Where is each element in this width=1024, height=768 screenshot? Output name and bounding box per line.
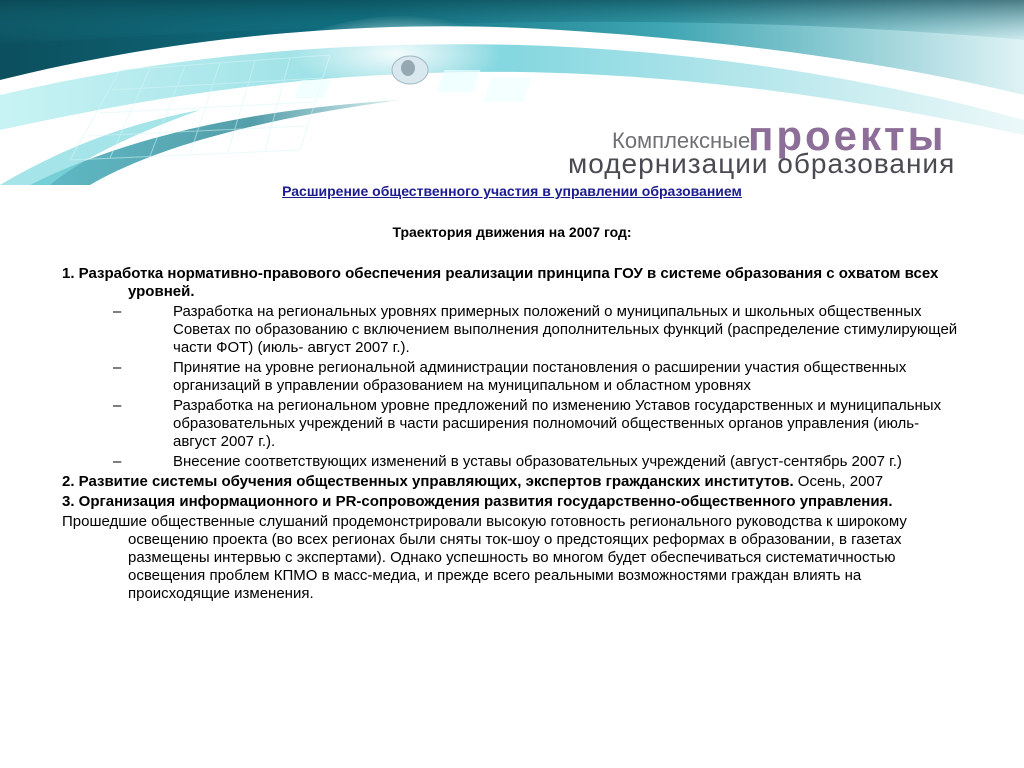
brand-logo [568, 112, 968, 179]
bullet-text: Принятие на уровне региональной администрации постановления о расширении участия общественных организаций в управлении образованием на муниципальном и областном уровнях [173, 359, 907, 394]
brand-big-text: проекты [748, 112, 947, 159]
section2 [62, 473, 962, 491]
dash-marker: – [113, 397, 122, 414]
closing-paragraph: Прошедшие общественные слушаний продемонстрировали высокую готовность регионального руководства к широкому освещению проекта (во всех регионах были сняты ток-шоу о предстоящих реформах в образовании, в газетах размещены интервью с экспертами). Однако успешность во многом будет обеспечиваться систематичностью освещения проблем КПМО в масс-медиа, и прежде всего реальными возможностями граждан влиять на происходящие изменения. [62, 513, 907, 602]
dash-marker: – [113, 359, 122, 376]
bullet-text: Разработка на региональных уровнях примерных положений о муниципальных и школьных общественных Советах по образованию с включением выполнения дополнительных функций (распределение стимулирующей части ФОТ) (июль- август 2007 г.). [173, 303, 958, 356]
section2-note: Осень, 2007 [793, 473, 884, 490]
title-link[interactable]: Расширение общественного участия в управлении образованием [282, 183, 742, 199]
brand-line2-text: модернизации образования [568, 148, 956, 179]
section1-heading: 1. Разработка нормативно-правового обеспечения реализации принципа ГОУ в системе образования с охватом всех уровней. [62, 265, 939, 300]
bullet-item [62, 397, 962, 451]
content-body [62, 265, 962, 603]
subtitle: Траектория движения на 2007 год: [392, 224, 632, 240]
section3-heading: 3. Организация информационного и PR-сопровождения развития государственно-общественного управления. [62, 493, 893, 510]
dash-marker: – [113, 303, 122, 320]
bullet-item [62, 359, 962, 395]
bullet-text: Внесение соответствующих изменений в уставы образовательных учреждений (август-сентябрь 2007 г.) [173, 453, 902, 470]
bullet-text: Разработка на региональном уровне предложений по изменению Уставов государственных и муниципальных образовательных учреждений в части расширения полномочий общественных органов управления (июль- август 2007 г.). [173, 397, 942, 450]
bullet-item [62, 453, 962, 471]
brand-small-text: Комплексные [612, 128, 751, 153]
bullet-item [62, 303, 962, 357]
dash-marker: – [113, 453, 122, 470]
header-banner [0, 0, 1024, 185]
section2-heading: 2. Развитие системы обучения общественных управляющих, экспертов гражданских институтов. [62, 473, 794, 490]
